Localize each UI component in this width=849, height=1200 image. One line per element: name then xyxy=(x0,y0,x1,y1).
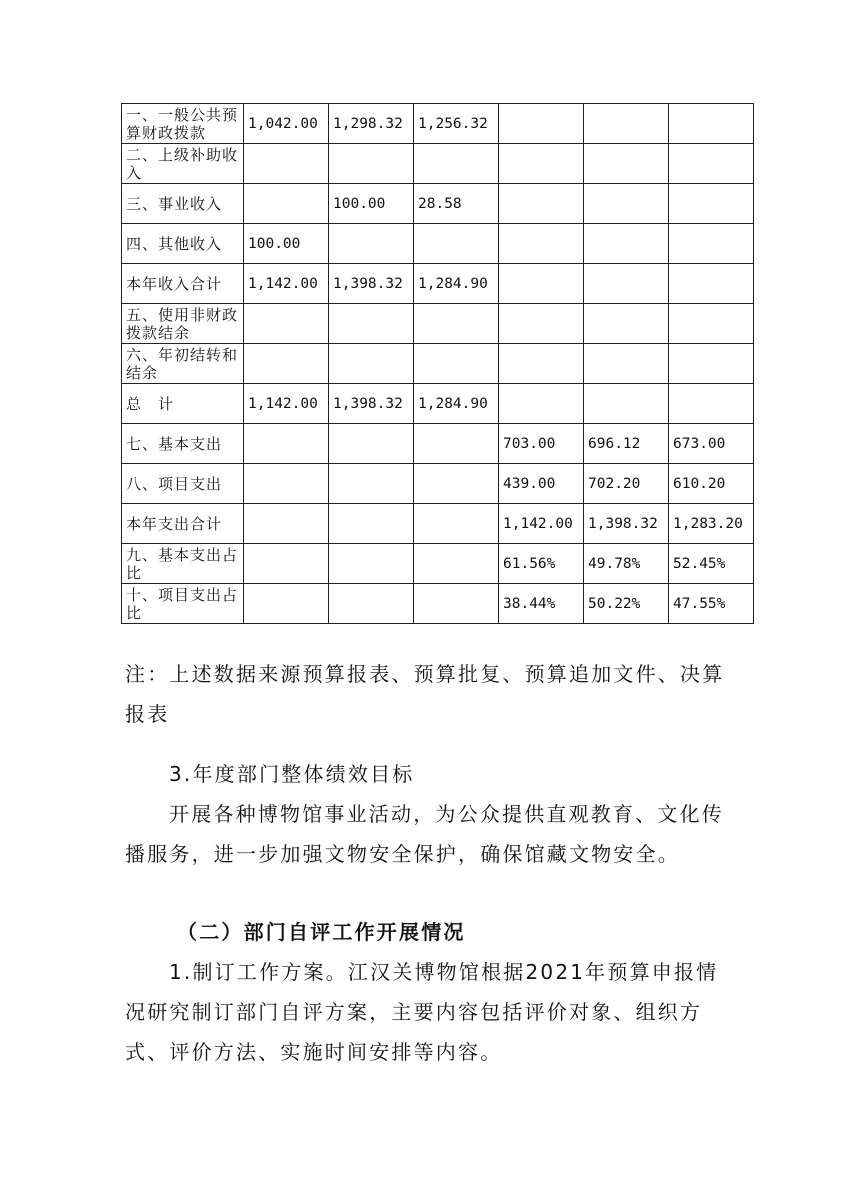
table-cell xyxy=(329,584,414,624)
table-cell: 1,256.32 xyxy=(414,104,499,144)
table-cell xyxy=(584,384,669,424)
row-label: 五、使用非财政拨款结余 xyxy=(122,304,244,344)
table-cell xyxy=(584,264,669,304)
table-cell xyxy=(244,544,329,584)
table-cell xyxy=(414,584,499,624)
table-row xyxy=(122,384,754,424)
table-cell: 696.12 xyxy=(584,424,669,464)
section-b-title: （二）部门自评工作开展情况 xyxy=(177,920,466,944)
table-cell xyxy=(329,504,414,544)
table-cell xyxy=(244,344,329,384)
table-cell: 1,398.32 xyxy=(329,264,414,304)
row-label: 一、一般公共预算财政拨款 xyxy=(122,104,244,144)
table-cell xyxy=(499,304,584,344)
table-cell: 1,142.00 xyxy=(244,264,329,304)
data-source-note: 注：上述数据来源预算报表、预算批复、预算追加文件、决算报表 xyxy=(125,662,725,726)
table-row xyxy=(122,264,754,304)
row-label: 本年支出合计 xyxy=(122,504,244,544)
table-cell xyxy=(499,224,584,264)
row-label: 八、项目支出 xyxy=(122,464,244,504)
table-cell xyxy=(414,504,499,544)
table-cell: 100.00 xyxy=(329,184,414,224)
table-cell xyxy=(499,384,584,424)
table-cell xyxy=(329,464,414,504)
table-cell xyxy=(499,144,584,184)
table-cell: 1,042.00 xyxy=(244,104,329,144)
table-cell xyxy=(244,144,329,184)
table-row xyxy=(122,224,754,264)
table-row xyxy=(122,424,754,464)
section-3-title: 3.年度部门整体绩效目标 xyxy=(169,762,415,786)
table-cell: 1,298.32 xyxy=(329,104,414,144)
table-cell xyxy=(414,224,499,264)
table-cell: 1,398.32 xyxy=(584,504,669,544)
table-cell xyxy=(329,344,414,384)
table-row xyxy=(122,504,754,544)
table-cell: 49.78% xyxy=(584,544,669,584)
table-cell: 1,284.90 xyxy=(414,384,499,424)
table-cell xyxy=(669,144,754,184)
table-cell xyxy=(329,224,414,264)
table-row xyxy=(122,144,754,184)
table-row xyxy=(122,464,754,504)
table-cell xyxy=(414,544,499,584)
table-cell xyxy=(244,304,329,344)
table-cell: 1,398.32 xyxy=(329,384,414,424)
table-cell xyxy=(329,544,414,584)
table-cell: 52.45% xyxy=(669,544,754,584)
row-label: 总 计 xyxy=(122,384,244,424)
table-cell: 1,284.90 xyxy=(414,264,499,304)
table-cell xyxy=(329,144,414,184)
table-cell xyxy=(499,264,584,304)
table-cell: 702.20 xyxy=(584,464,669,504)
row-label: 二、上级补助收入 xyxy=(122,144,244,184)
table-cell: 28.58 xyxy=(414,184,499,224)
budget-table xyxy=(121,103,754,624)
row-label: 九、基本支出占比 xyxy=(122,544,244,584)
table-cell xyxy=(669,304,754,344)
table-row xyxy=(122,584,754,624)
table-cell xyxy=(499,184,584,224)
table-cell xyxy=(669,264,754,304)
table-cell: 703.00 xyxy=(499,424,584,464)
table-cell: 610.20 xyxy=(669,464,754,504)
table-cell xyxy=(669,384,754,424)
table-cell xyxy=(244,504,329,544)
row-label: 七、基本支出 xyxy=(122,424,244,464)
row-label: 三、事业收入 xyxy=(122,184,244,224)
table-row xyxy=(122,104,754,144)
table-cell xyxy=(414,344,499,384)
table-cell: 1,283.20 xyxy=(669,504,754,544)
table-cell xyxy=(414,464,499,504)
section-3-body: 开展各种博物馆事业活动，为公众提供直观教育、文化传播服务，进一步加强文物安全保护，确保馆藏文物安全。 xyxy=(125,802,724,866)
table-cell: 439.00 xyxy=(499,464,584,504)
table-cell xyxy=(584,184,669,224)
table-cell xyxy=(584,104,669,144)
table-cell xyxy=(414,144,499,184)
table-cell xyxy=(244,464,329,504)
row-label: 四、其他收入 xyxy=(122,224,244,264)
table-cell: 61.56% xyxy=(499,544,584,584)
table-cell xyxy=(584,144,669,184)
table-cell xyxy=(499,104,584,144)
table-cell xyxy=(669,104,754,144)
row-label: 六、年初结转和结余 xyxy=(122,344,244,384)
table-cell xyxy=(584,224,669,264)
table-cell xyxy=(244,584,329,624)
table-cell xyxy=(414,304,499,344)
table-row xyxy=(122,544,754,584)
table-cell: 47.55% xyxy=(669,584,754,624)
table-cell xyxy=(329,304,414,344)
table-row xyxy=(122,304,754,344)
table-cell xyxy=(669,344,754,384)
table-cell: 1,142.00 xyxy=(244,384,329,424)
table-cell: 38.44% xyxy=(499,584,584,624)
table-row xyxy=(122,344,754,384)
row-label: 本年收入合计 xyxy=(122,264,244,304)
table-cell: 100.00 xyxy=(244,224,329,264)
table-cell xyxy=(669,184,754,224)
table-cell: 1,142.00 xyxy=(499,504,584,544)
section-b-body: 1.制订工作方案。江汉关博物馆根据2021年预算申报情况研究制订部门自评方案，主要内容包括评价对象、组织方式、评价方法、实施时间安排等内容。 xyxy=(125,960,719,1064)
table-cell xyxy=(244,424,329,464)
table-cell xyxy=(329,424,414,464)
table-cell: 673.00 xyxy=(669,424,754,464)
table-cell xyxy=(669,224,754,264)
table-cell xyxy=(584,344,669,384)
table-row xyxy=(122,184,754,224)
table-cell xyxy=(244,184,329,224)
table-cell xyxy=(499,344,584,384)
row-label: 十、项目支出占比 xyxy=(122,584,244,624)
table-cell: 50.22% xyxy=(584,584,669,624)
table-cell xyxy=(584,304,669,344)
table-cell xyxy=(414,424,499,464)
